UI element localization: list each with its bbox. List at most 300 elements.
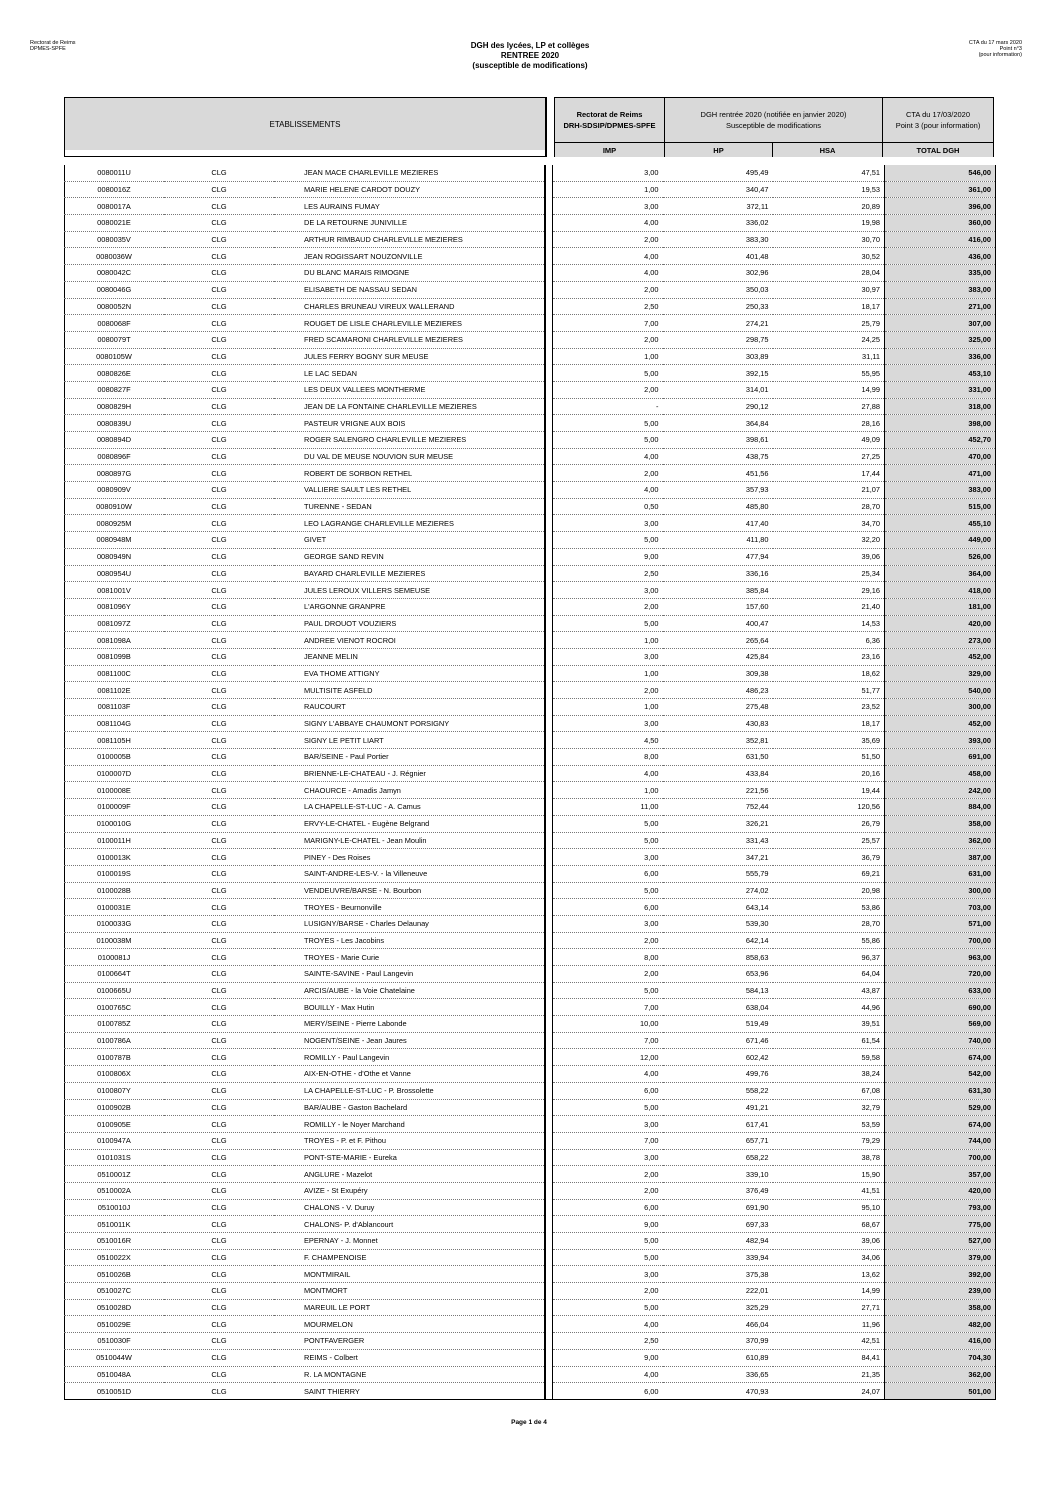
- hsa-value: 20,89: [773, 198, 885, 215]
- imp-value: 3,00: [553, 165, 663, 181]
- total-value: 239,00: [885, 1283, 996, 1300]
- hp-value: 499,76: [663, 1066, 773, 1083]
- type: CLG: [164, 298, 274, 315]
- establishment-name: LE LAC SEDAN: [274, 365, 545, 382]
- title-line1: DGH des lycées, LP et collèges: [470, 41, 590, 50]
- uai-code: 0080068F: [64, 315, 164, 332]
- type: CLG: [164, 1283, 274, 1300]
- table-row: [64, 966, 996, 983]
- total-value: 700,00: [885, 1149, 996, 1166]
- type: CLG: [164, 1216, 274, 1233]
- uai-code: 0101031S: [64, 1149, 164, 1166]
- column-gap: [545, 1132, 553, 1149]
- establishment-name: PAUL DROUOT VOUZIERS: [274, 615, 545, 632]
- uai-code: 0100902B: [64, 1099, 164, 1116]
- establishment-name: ARCIS/AUBE - la Voie Chatelaine: [274, 982, 545, 999]
- imp-value: 5,00: [553, 365, 663, 382]
- imp-value: 4,00: [553, 265, 663, 282]
- total-value: 362,00: [885, 1366, 996, 1383]
- imp-value: 2,50: [553, 1333, 663, 1350]
- total-value: 471,00: [885, 465, 996, 482]
- table-row: [64, 799, 996, 816]
- header-right: [969, 40, 1022, 58]
- title-line2: RENTREE 2020: [500, 51, 560, 60]
- imp-value: 6,00: [553, 1383, 663, 1400]
- establishment-name: FRED SCAMARONI CHARLEVILLE MEZIERES: [274, 331, 545, 348]
- total-value: 361,00: [885, 181, 996, 198]
- uai-code: 0100019S: [64, 865, 164, 882]
- column-gap: [545, 331, 553, 348]
- hsa-value: 55,95: [773, 365, 885, 382]
- uai-code: 0100028B: [64, 882, 164, 899]
- establishment-name: JULES LEROUX VILLERS SEMEUSE: [274, 582, 545, 599]
- total-value: 452,00: [885, 648, 996, 665]
- hp-value: 340,47: [663, 181, 773, 198]
- column-gap: [545, 532, 553, 549]
- uai-code: 0100081J: [64, 949, 164, 966]
- imp-value: -: [553, 398, 663, 415]
- table-row: [64, 498, 996, 515]
- column-gap: [545, 782, 553, 799]
- uai-code: 0080829H: [64, 398, 164, 415]
- hp-value: 222,01: [663, 1283, 773, 1300]
- hsa-value: 18,62: [773, 665, 885, 682]
- type: CLG: [164, 348, 274, 365]
- hp-value: 466,04: [663, 1316, 773, 1333]
- table-row: [64, 915, 996, 932]
- type: CLG: [164, 699, 274, 716]
- column-gap: [545, 482, 553, 499]
- total-value: 744,00: [885, 1132, 996, 1149]
- type: CLG: [164, 181, 274, 198]
- hp-value: 350,03: [663, 281, 773, 298]
- establishment-name: PASTEUR VRIGNE AUX BOIS: [274, 415, 545, 432]
- total-value: 383,00: [885, 281, 996, 298]
- table-row: [64, 1049, 996, 1066]
- type: CLG: [164, 598, 274, 615]
- total-value: 631,30: [885, 1082, 996, 1099]
- hp-value: 482,94: [663, 1233, 773, 1250]
- imp-value: 5,00: [553, 615, 663, 632]
- hp-value: 400,47: [663, 615, 773, 632]
- total-value: 436,00: [885, 248, 996, 265]
- table-row: [64, 632, 996, 649]
- hsa-value: 21,40: [773, 598, 885, 615]
- total-value: 383,00: [885, 482, 996, 499]
- hsa-value: 68,67: [773, 1216, 885, 1233]
- type: CLG: [164, 832, 274, 849]
- hp-value: 610,89: [663, 1349, 773, 1366]
- type: CLG: [164, 1066, 274, 1083]
- table-row: [64, 715, 996, 732]
- table-row: [64, 1149, 996, 1166]
- establishment-name: CHALONS - V. Duruy: [274, 1199, 545, 1216]
- uai-code: 0100947A: [64, 1132, 164, 1149]
- column-gap: [545, 882, 553, 899]
- hsa-value: 28,70: [773, 498, 885, 515]
- total-value: 420,00: [885, 1182, 996, 1199]
- hp-value: 336,02: [663, 215, 773, 232]
- type: CLG: [164, 365, 274, 382]
- table-row: [64, 298, 996, 315]
- table-row: [64, 849, 996, 866]
- column-gap: [545, 1283, 553, 1300]
- type: CLG: [164, 465, 274, 482]
- imp-value: 1,00: [553, 181, 663, 198]
- table-row: [64, 465, 996, 482]
- total-value: 329,00: [885, 665, 996, 682]
- total-value: 364,00: [885, 565, 996, 582]
- establishment-name: MONTMORT: [274, 1283, 545, 1300]
- uai-code: 0080826E: [64, 365, 164, 382]
- hp-value: 671,46: [663, 1032, 773, 1049]
- total-value: 529,00: [885, 1099, 996, 1116]
- hsa-value: 59,58: [773, 1049, 885, 1066]
- column-gap: [545, 982, 553, 999]
- hsa-value: 43,87: [773, 982, 885, 999]
- column-gap: [545, 1233, 553, 1250]
- table-row: [64, 331, 996, 348]
- establishment-name: JULES FERRY BOGNY SUR MEUSE: [274, 348, 545, 365]
- establishment-name: EPERNAY - J. Monnet: [274, 1233, 545, 1250]
- table-row: [64, 181, 996, 198]
- imp-value: 4,00: [553, 215, 663, 232]
- type: CLG: [164, 381, 274, 398]
- table-row: [64, 231, 996, 248]
- imp-value: 2,00: [553, 966, 663, 983]
- hsa-value: 20,98: [773, 882, 885, 899]
- imp-value: 12,00: [553, 1049, 663, 1066]
- establishment-name: ROMILLY - Paul Langevin: [274, 1049, 545, 1066]
- uai-code: 0100905E: [64, 1116, 164, 1133]
- hp-value: 752,44: [663, 799, 773, 816]
- column-gap: [545, 1149, 553, 1166]
- hsa-column-header: HSA: [773, 142, 883, 157]
- uai-code: 0081100C: [64, 665, 164, 682]
- imp-value: 2,00: [553, 682, 663, 699]
- table-row: [64, 315, 996, 332]
- column-gap: [545, 665, 553, 682]
- hp-value: 411,80: [663, 532, 773, 549]
- establishment-name: PONT-STE-MARIE - Eureka: [274, 1149, 545, 1166]
- uai-code: 0100786A: [64, 1032, 164, 1049]
- table-row: [64, 582, 996, 599]
- hp-value: 485,80: [663, 498, 773, 515]
- imp-value: 7,00: [553, 315, 663, 332]
- table-row: [64, 1349, 996, 1366]
- imp-value: 4,00: [553, 1366, 663, 1383]
- column-gap: [545, 632, 553, 649]
- hsa-value: 17,44: [773, 465, 885, 482]
- type: CLG: [164, 949, 274, 966]
- column-gap: [545, 398, 553, 415]
- uai-code: 0081096Y: [64, 598, 164, 615]
- hsa-value: 18,17: [773, 298, 885, 315]
- uai-code: 0080949N: [64, 548, 164, 565]
- hsa-value: 64,04: [773, 966, 885, 983]
- column-gap: [545, 899, 553, 916]
- establishment-name: EVA THOME ATTIGNY: [274, 665, 545, 682]
- imp-value: 3,00: [553, 715, 663, 732]
- hsa-value: 24,07: [773, 1383, 885, 1400]
- header-right-line3: (pour information): [978, 52, 1022, 58]
- rectorat-line2: DRH-SDSIP/DPMES-SPFE: [563, 121, 656, 130]
- table-row: [64, 1383, 996, 1400]
- column-gap: [545, 865, 553, 882]
- total-value: 482,00: [885, 1316, 996, 1333]
- type: CLG: [164, 1366, 274, 1383]
- hsa-value: 39,06: [773, 548, 885, 565]
- column-gap: [545, 1266, 553, 1283]
- total-value: 963,00: [885, 949, 996, 966]
- type: CLG: [164, 165, 274, 181]
- column-gap: [545, 381, 553, 398]
- hp-value: 309,38: [663, 665, 773, 682]
- uai-code: 0100007D: [64, 765, 164, 782]
- column-gap: [545, 465, 553, 482]
- establishment-name: GEORGE SAND REVIN: [274, 548, 545, 565]
- total-value: 449,00: [885, 532, 996, 549]
- total-value: 418,00: [885, 582, 996, 599]
- column-gap: [545, 915, 553, 932]
- establishment-name: ELISABETH DE NASSAU SEDAN: [274, 281, 545, 298]
- hp-value: 383,30: [663, 231, 773, 248]
- total-value: 416,00: [885, 1333, 996, 1350]
- table-row: [64, 1283, 996, 1300]
- hp-value: 555,79: [663, 865, 773, 882]
- type: CLG: [164, 1199, 274, 1216]
- table-row: [64, 932, 996, 949]
- imp-value: 3,00: [553, 1266, 663, 1283]
- imp-value: 6,00: [553, 1199, 663, 1216]
- establishment-name: ROMILLY - le Noyer Marchand: [274, 1116, 545, 1133]
- establishment-name: BRIENNE-LE-CHATEAU - J. Régnier: [274, 765, 545, 782]
- uai-code: 0100031E: [64, 899, 164, 916]
- total-value: 526,00: [885, 548, 996, 565]
- uai-code: 0080910W: [64, 498, 164, 515]
- establishment-name: MOURMELON: [274, 1316, 545, 1333]
- hsa-value: 53,59: [773, 1116, 885, 1133]
- establishment-name: MAREUIL LE PORT: [274, 1299, 545, 1316]
- imp-value: 1,00: [553, 699, 663, 716]
- hsa-value: 32,79: [773, 1099, 885, 1116]
- imp-value: 11,00: [553, 799, 663, 816]
- column-gap: [545, 1333, 553, 1350]
- hp-value: 617,41: [663, 1116, 773, 1133]
- total-value: 455,10: [885, 515, 996, 532]
- establishment-name: R. LA MONTAGNE: [274, 1366, 545, 1383]
- hp-value: 314,01: [663, 381, 773, 398]
- column-gap: [545, 215, 553, 232]
- uai-code: 0100787B: [64, 1049, 164, 1066]
- uai-code: 0080897G: [64, 465, 164, 482]
- total-value: 273,00: [885, 632, 996, 649]
- establishment-name: SAINT-ANDRE-LES-V. - la Villeneuve: [274, 865, 545, 882]
- type: CLG: [164, 1049, 274, 1066]
- establishment-name: MARIGNY-LE-CHATEL - Jean Moulin: [274, 832, 545, 849]
- column-gap: [545, 1049, 553, 1066]
- total-value: 458,00: [885, 765, 996, 782]
- total-value: 362,00: [885, 832, 996, 849]
- table-row: [64, 432, 996, 449]
- imp-value: 9,00: [553, 548, 663, 565]
- hp-value: 477,94: [663, 548, 773, 565]
- type: CLG: [164, 815, 274, 832]
- hp-value: 470,93: [663, 1383, 773, 1400]
- hp-value: 631,50: [663, 749, 773, 766]
- uai-code: 0080016Z: [64, 181, 164, 198]
- hp-value: 642,14: [663, 932, 773, 949]
- hp-value: 352,81: [663, 732, 773, 749]
- uai-code: 0080042C: [64, 265, 164, 282]
- hsa-value: 14,99: [773, 381, 885, 398]
- total-value: 336,00: [885, 348, 996, 365]
- total-value: 420,00: [885, 615, 996, 632]
- uai-code: 0510044W: [64, 1349, 164, 1366]
- imp-value: 5,00: [553, 832, 663, 849]
- type: CLG: [164, 482, 274, 499]
- hp-value: 326,21: [663, 815, 773, 832]
- column-gap: [545, 315, 553, 332]
- column-gap: [545, 682, 553, 699]
- hp-value: 336,16: [663, 565, 773, 582]
- uai-code: 0100010G: [64, 815, 164, 832]
- establishment-name: VALLIERE SAULT LES RETHEL: [274, 482, 545, 499]
- imp-value: 4,00: [553, 482, 663, 499]
- column-gap: [545, 999, 553, 1016]
- hsa-value: 38,24: [773, 1066, 885, 1083]
- cta-header: [883, 98, 993, 142]
- establishment-name: TROYES - Beurnonville: [274, 899, 545, 916]
- imp-value: 5,00: [553, 1249, 663, 1266]
- type: CLG: [164, 398, 274, 415]
- establishment-name: BAR/AUBE - Gaston Bachelard: [274, 1099, 545, 1116]
- total-value: 387,00: [885, 849, 996, 866]
- cta-line2: Point 3 (pour information): [895, 121, 981, 130]
- type: CLG: [164, 448, 274, 465]
- table-row: [64, 215, 996, 232]
- imp-value: 5,00: [553, 415, 663, 432]
- uai-code: 0081099B: [64, 648, 164, 665]
- column-gap: [545, 365, 553, 382]
- establishment-name: L'ARGONNE GRANPRE: [274, 598, 545, 615]
- total-value: 335,00: [885, 265, 996, 282]
- hsa-value: 61,54: [773, 1032, 885, 1049]
- total-value: 527,00: [885, 1233, 996, 1250]
- total-value: 331,00: [885, 381, 996, 398]
- column-gap: [545, 181, 553, 198]
- column-gap: [545, 298, 553, 315]
- type: CLG: [164, 882, 274, 899]
- total-value: 703,00: [885, 899, 996, 916]
- column-gap: [545, 498, 553, 515]
- imp-value: 9,00: [553, 1216, 663, 1233]
- total-value: 360,00: [885, 215, 996, 232]
- table-row: [64, 398, 996, 415]
- total-value: 318,00: [885, 398, 996, 415]
- total-value: 357,00: [885, 1166, 996, 1183]
- imp-value: 4,00: [553, 248, 663, 265]
- column-gap: [545, 1166, 553, 1183]
- title-line3: (susceptible de modifications): [472, 61, 588, 70]
- hp-value: 858,63: [663, 949, 773, 966]
- hp-value: 398,61: [663, 432, 773, 449]
- uai-code: 0081097Z: [64, 615, 164, 632]
- hp-value: 602,42: [663, 1049, 773, 1066]
- hsa-value: 13,62: [773, 1266, 885, 1283]
- imp-value: 5,00: [553, 532, 663, 549]
- imp-value: 2,50: [553, 565, 663, 582]
- table-row: [64, 648, 996, 665]
- uai-code: 0510016R: [64, 1233, 164, 1250]
- establishment-name: LA CHAPELLE-ST-LUC - P. Brossolette: [274, 1082, 545, 1099]
- total-column-header: TOTAL DGH: [883, 142, 993, 157]
- total-value: 631,00: [885, 865, 996, 882]
- imp-value: 1,00: [553, 782, 663, 799]
- imp-value: 7,00: [553, 1132, 663, 1149]
- table-row: [64, 515, 996, 532]
- hp-value: 451,56: [663, 465, 773, 482]
- type: CLG: [164, 1082, 274, 1099]
- hp-value: 558,22: [663, 1082, 773, 1099]
- total-value: 358,00: [885, 815, 996, 832]
- type: CLG: [164, 415, 274, 432]
- table-row: [64, 348, 996, 365]
- establishment-name: JEAN MACE CHARLEVILLE MEZIERES: [274, 165, 545, 181]
- hsa-value: 21,35: [773, 1366, 885, 1383]
- column-gap: [545, 1383, 553, 1400]
- column-gap: [545, 598, 553, 615]
- hp-value: 385,84: [663, 582, 773, 599]
- total-value: 775,00: [885, 1216, 996, 1233]
- uai-code: 0510002A: [64, 1182, 164, 1199]
- establishment-name: DU BLANC MARAIS RIMOGNE: [274, 265, 545, 282]
- total-value: 720,00: [885, 966, 996, 983]
- column-gap: [545, 732, 553, 749]
- type: CLG: [164, 1349, 274, 1366]
- hsa-value: 30,70: [773, 231, 885, 248]
- hsa-value: 24,25: [773, 331, 885, 348]
- establishment-name: LA CHAPELLE-ST-LUC - A. Camus: [274, 799, 545, 816]
- establishment-name: ANDREE VIENOT ROCROI: [274, 632, 545, 649]
- total-value: 398,00: [885, 415, 996, 432]
- table-row: [64, 281, 996, 298]
- total-value: 542,00: [885, 1066, 996, 1083]
- uai-code: 0080011U: [64, 165, 164, 181]
- establishment-name: MONTMIRAIL: [274, 1266, 545, 1283]
- table-row: [64, 1032, 996, 1049]
- total-value: 181,00: [885, 598, 996, 615]
- hsa-value: 19,44: [773, 782, 885, 799]
- table-row: [64, 598, 996, 615]
- column-gap: [545, 832, 553, 849]
- establishment-name: AIX-EN-OTHE - d'Othe et Vanne: [274, 1066, 545, 1083]
- total-value: 325,00: [885, 331, 996, 348]
- hsa-value: 35,69: [773, 732, 885, 749]
- type: CLG: [164, 215, 274, 232]
- hsa-value: 69,21: [773, 865, 885, 882]
- column-gap: [545, 1349, 553, 1366]
- hp-value: 417,40: [663, 515, 773, 532]
- dgh-table: [64, 165, 994, 1400]
- imp-value: 9,00: [553, 1349, 663, 1366]
- hp-value: 339,10: [663, 1166, 773, 1183]
- values-header: [554, 97, 994, 157]
- hp-value: 325,29: [663, 1299, 773, 1316]
- hsa-value: 14,53: [773, 615, 885, 632]
- type: CLG: [164, 1333, 274, 1350]
- hp-value: 425,84: [663, 648, 773, 665]
